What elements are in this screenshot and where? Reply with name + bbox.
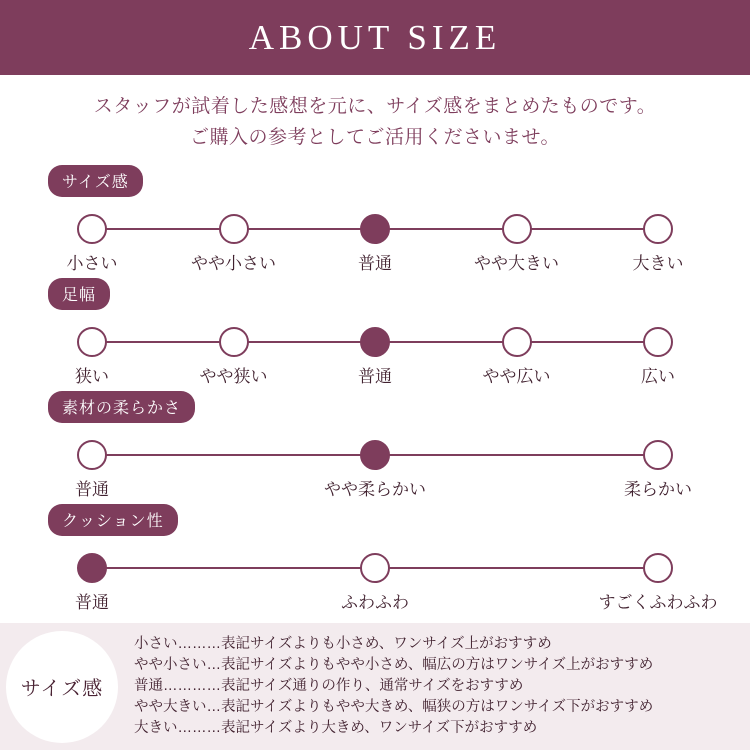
page-title: ABOUT SIZE [248,17,502,57]
scale-node[interactable] [77,214,107,244]
scale-node-selected[interactable] [360,440,390,470]
scale-labels [0,475,750,501]
scale-tick-label: 大きい [632,254,684,273]
scale-badge: サイズ感 [48,165,143,197]
scale-tick-label: 普通 [358,367,392,386]
legend-line: 小さい………表記サイズよりも小さめ、ワンサイズ上がおすすめ [134,636,552,652]
intro-line-1: スタッフが試着した感想を元に、サイズ感をまとめたものです。 [93,96,657,117]
scale-node[interactable] [219,214,249,244]
scale-groups [0,153,750,612]
scale-tick-label: 普通 [75,480,109,499]
scale-badge: クッション性 [48,504,178,536]
scale-node[interactable] [502,327,532,357]
scale-badge: 足幅 [48,278,110,310]
scale-labels [0,362,750,388]
scale-tick-label: ふわふわ [341,593,409,612]
intro-line-2: ご購入の参考としてご活用くださいませ。 [190,127,560,148]
scale-labels [0,588,750,614]
scale-labels [0,249,750,275]
scale-tick-label: すごくふわふわ [598,593,718,612]
scale-node[interactable] [643,327,673,357]
scale-tick-label: 普通 [358,254,392,273]
scale-tick-label: やや広い [482,367,551,386]
scale-node[interactable] [219,327,249,357]
scale-tick-label: やや柔らかい [324,480,426,499]
scale-tick-label: 狭い [75,367,109,386]
scale-node[interactable] [643,553,673,583]
legend-lines [118,634,653,739]
scale-node[interactable] [643,440,673,470]
scale-tick-label: やや狭い [199,367,268,386]
legend-line: やや大きい…表記サイズよりもやや大きめ、幅狭の方はワンサイズ下がおすすめ [134,699,654,715]
scale-node[interactable] [77,327,107,357]
scale-tick-label: 柔らかい [624,480,692,499]
legend-line: やや小さい…表記サイズよりもやや小さめ、幅広の方はワンサイズ上がおすすめ [134,657,654,673]
scale-group [0,504,750,612]
scale-tick-label: やや大きい [474,254,559,273]
scale-group [0,278,750,391]
scale-node-selected[interactable] [77,553,107,583]
scale-track [0,327,750,357]
scale-node[interactable] [360,553,390,583]
scale-group [0,165,750,278]
scale-node-selected[interactable] [360,327,390,357]
scale-track [0,553,750,583]
scale-group [0,391,750,504]
scale-tick-label: 小さい [66,254,118,273]
scale-tick-label: 広い [641,367,675,386]
legend-badge: サイズ感 [6,631,118,743]
scale-node-selected[interactable] [360,214,390,244]
scale-node[interactable] [77,440,107,470]
scale-badge: 素材の柔らかさ [48,391,195,423]
page-header [0,0,750,75]
scale-node[interactable] [502,214,532,244]
scale-tick-label: 普通 [75,593,109,612]
intro-text [0,75,750,153]
legend-line: 大きい………表記サイズより大きめ、ワンサイズ下がおすすめ [134,720,538,736]
scale-node[interactable] [643,214,673,244]
legend-line: 普通…………表記サイズ通りの作り、通常サイズをおすすめ [134,678,524,694]
scale-track [0,214,750,244]
scale-track [0,440,750,470]
scale-tick-label: やや小さい [191,254,276,273]
legend-footer [0,623,750,750]
